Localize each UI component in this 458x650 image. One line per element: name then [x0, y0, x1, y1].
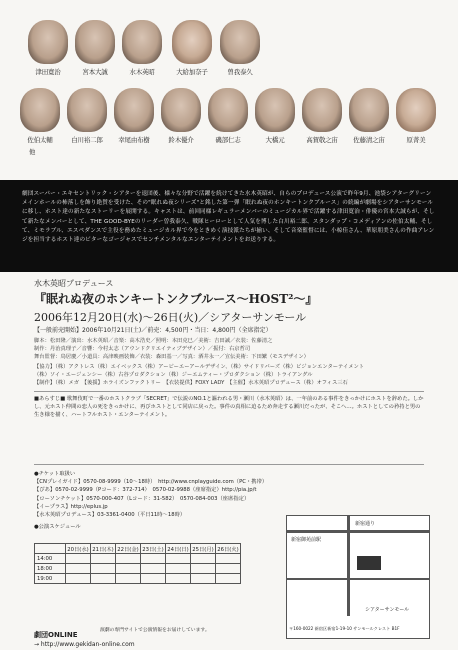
divider: [34, 391, 424, 392]
cast-photo: [255, 88, 295, 132]
cast-name-others: 他: [28, 148, 36, 156]
sched-day: 24日(日): [166, 544, 191, 554]
cast-photo: [161, 88, 201, 132]
staff-line: 【協力】（株）アクトレス（株）エイベックス（株）アービーエーアールデザイン、（株）サイドリバーズ（株）ビジョンエンターテイメント: [34, 364, 365, 370]
sched-day: 21日(木): [91, 544, 116, 554]
story-text: ■あらすじ■ 歌舞伎町で一番のホストクラブ「SECRET」で伝説のNO.1と謳われる男・瀬川（水木英昭）は、一年前のある事件をきっかけにホストを辞めた。しかし、元ホスト仲間の恋人の死をきっかけに、再びホストとして同店に戻った。事件の真相に迫るため奔走する瀬川だったが、そこへ…。ホストとしての矜持と男の生き様を描く、ハートフルホスト・エンターテイメント。: [34, 396, 424, 419]
sched-day: [35, 544, 66, 554]
map-street-label: 新宿通り: [355, 521, 376, 527]
cast-photo: [396, 88, 436, 132]
ticket-line: 【ローソンチケット】0570-000-407（Lコード：31-582） 0570-084-003（座席指定）: [34, 495, 250, 502]
cast-name: 佐伯太輔: [27, 136, 53, 144]
cast-name: 白川裕二郎: [71, 136, 103, 144]
cast-name: 原菁美: [406, 136, 426, 144]
intro-panel: [0, 180, 458, 272]
cast-photo: [208, 88, 248, 132]
sched-time: 19:00: [35, 574, 66, 584]
cast-photo: [67, 88, 107, 132]
staff-line: 制作：丹治真理子／音響：今村太志（アウンドクリエイティブデザイン）／振付：右京哲司: [34, 346, 251, 352]
map-road: [287, 530, 429, 533]
cast-photo: [172, 20, 212, 64]
ticket-info: 【一般前売開始】2006年10月21日(土)／前売：4,500円・当日：4,800円（全席指定）: [34, 327, 272, 334]
cast-name: 佐藤清之宙: [353, 136, 385, 144]
cast-name: 曽我泰久: [227, 68, 253, 76]
sched-day: 23日(土): [141, 544, 166, 554]
sched-day: 25日(月): [191, 544, 216, 554]
sched-day: 26日(火): [216, 544, 241, 554]
map-station-label: 新宿御苑前駅: [291, 537, 322, 543]
ticket-line: 【ぴあ】0570-02-9999（Pコード：372-714） 0570-02-9988（座席指定）http://pia.jp/t: [34, 487, 257, 494]
theater-marker: [357, 556, 381, 570]
footer-logo: 劇団ONLINE: [34, 631, 78, 639]
venue-map: [286, 515, 430, 639]
sched-time: 14:00: [35, 554, 66, 564]
cast-name: 高賀敬之宙: [306, 136, 338, 144]
schedule-table: [34, 543, 241, 584]
cast-photo: [28, 20, 68, 64]
divider: [34, 464, 424, 465]
cast-name: 幸尾由布樹: [118, 136, 150, 144]
footer-url[interactable]: → http://www.gekidan-online.com: [34, 641, 135, 648]
ticket-line: 【水木英昭プロデュース】03-3361-0400（平日11時〜18時）: [34, 512, 186, 519]
map-road: [347, 516, 350, 616]
intro-text: 劇団スーパー・エキセントリック・シアターを退団後、様々な分野で活躍を続けてきた水木英昭が、自らのプロデュース公演で昨年9月、池袋シアターグリーンメインホールの杮落しを飾り絶賛を受けた、その"眠れぬ夜シリーズ"と銘した第一弾「眠れぬ夜のホンキートンクブルース」の続編が劇場をシアターサンモールに移し、ホスト達の新たなストーリーを展開する。キャストは、前回同様レギュラーメンバーのミュージカル界で活躍する津田寛治・俳優の宮本大誠らが、そして新たなメンバーとして、THE GOOD-BYEのリーダー曽我泰久、戦隊ヒーローとして人気を博した白川裕二郎、スタンダップ・コメディアンの佐伯太輔、そして、ミモラブル、エスペダンスで主役を務めたミュージカル界で今をときめく演技派たちが揃い、そして音楽監督には、小椋佳さん、華原朋美さんの作曲アレンジを担当するホスト達のビターなゴージャスでセンチメンタルなエンターテイメントをお送りする。: [22, 191, 435, 244]
cast-photo: [220, 20, 260, 64]
cast-photo: [75, 20, 115, 64]
cast-photo: [122, 20, 162, 64]
cast-photo-grid: [20, 20, 438, 170]
map-address: 〒160-0022 新宿区新宿1-19-10 サンモールクレスト B1F: [289, 626, 400, 631]
cast-name: 磯部仁志: [215, 136, 241, 144]
sched-day: 22日(金): [116, 544, 141, 554]
staff-line: 舞台監督：鳥居慶／小道具：高津映画装飾／衣装：森田基一／写真：酒井永一／宣伝美術：下田繁（モスデザイン）: [34, 354, 309, 360]
cast-name: 宮本大誠: [82, 68, 108, 76]
cast-photo: [302, 88, 342, 132]
sched-header: ●公演スケジュール: [34, 524, 81, 531]
cast-name: 津田寛治: [35, 68, 61, 76]
staff-line: 【制作】（株）メガ 【後援】ホライズンファクトリー 【衣装提供】FOXY LADY 【主催】水木英昭プロデュース（株）オフィス三石: [34, 380, 348, 386]
map-road: [287, 578, 429, 580]
ticket-line: 【イープラス】http://eplus.jp: [34, 503, 108, 510]
cast-name: 大給加奈子: [176, 68, 208, 76]
sched-time: 18:00: [35, 564, 66, 574]
cast-photo: [349, 88, 389, 132]
tickets-header: ●チケット取扱い: [34, 471, 76, 477]
footer-note: 演劇の専門サイトで公演情報をお届けしています。: [100, 628, 210, 633]
show-dates: 2006年12月20日(水)〜26日(火)／シアターサンモール: [34, 311, 307, 324]
cast-name: 水木英昭: [129, 68, 155, 76]
ticket-line: 【CNプレイガイド】0570-08-9999（10〜18時） http://www.cnplayguide.com（PC・携帯）: [34, 479, 268, 486]
map-theater-label: シアターサンモール: [365, 607, 410, 613]
cast-name: 大橋元: [265, 136, 285, 144]
staff-line: 脚本：松田隆／演出：水木英昭／音楽：高木浩史／照明：本田克巳／美術：吉田誠／衣装：佐藤清之: [34, 338, 273, 344]
producer-label: 水木英昭プロデュース: [34, 279, 114, 288]
sched-day: 20日(水): [66, 544, 91, 554]
cast-photo: [114, 88, 154, 132]
show-title: 『眠れぬ夜のホンキートンクブルース〜HOST²〜』: [34, 292, 318, 306]
staff-line: （株）ソイ・エージェンシー（株）古谷プロダクション（株）ジーエムティー・プロダクション（株）トライアングル: [34, 372, 313, 378]
cast-name: 鈴木優介: [168, 136, 194, 144]
cast-photo: [20, 88, 60, 132]
